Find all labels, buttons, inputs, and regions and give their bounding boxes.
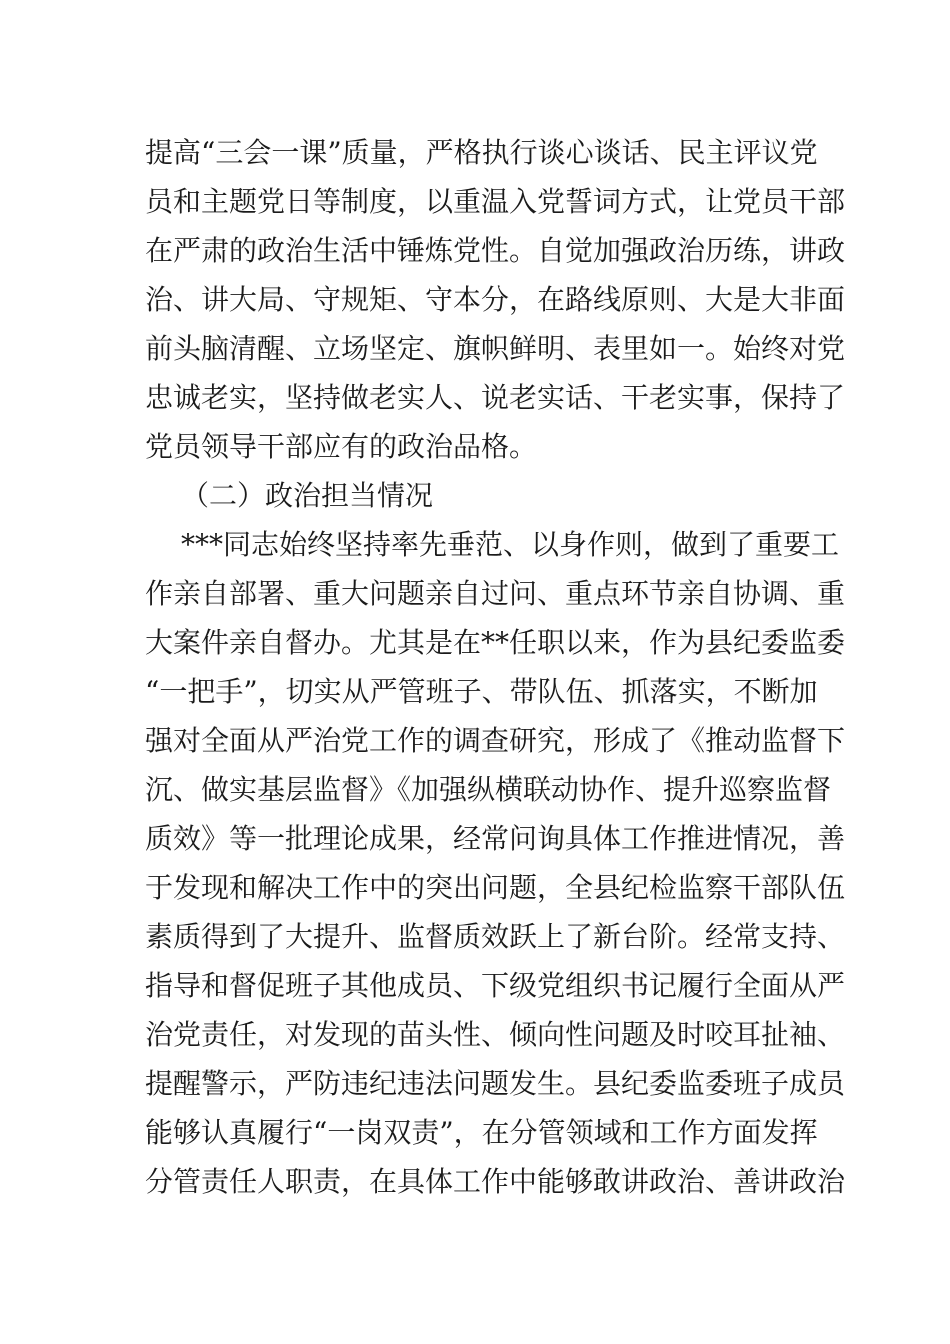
text-line: 忠诚老实，坚持做老实人、说老实话、干老实事，保持了 [145,381,846,414]
text-line: 党员领导干部应有的政治品格。 [145,430,538,463]
text-line: 能够认真履行“一岗双责”，在分管领域和工作方面发挥 [145,1116,818,1149]
text-line: 指导和督促班子其他成员、下级党组织书记履行全面从严 [145,969,846,1002]
text-line: 强对全面从严治党工作的调查研究，形成了《推动监督下 [145,724,846,757]
text-line: ***同志始终坚持率先垂范、以身作则，做到了重要工 [181,528,840,561]
text-line: “一把手”，切实从严管班子、带队伍、抓落实，不断加 [145,675,818,708]
text-line: 大案件亲自督办。尤其是在**任职以来，作为县纪委监委 [145,626,846,659]
document-body [145,128,846,1206]
section-heading: （二）政治担当情况 [181,479,434,512]
text-line: 素质得到了大提升、监督质效跃上了新台阶。经常支持、 [145,920,846,953]
text-line: 治、讲大局、守规矩、守本分，在路线原则、大是大非面 [145,283,846,316]
text-line: 在严肃的政治生活中锤炼党性。自觉加强政治历练，讲政 [145,234,846,267]
text-line: 分管责任人职责，在具体工作中能够敢讲政治、善讲政治 [145,1165,846,1198]
text-line: 提醒警示，严防违纪违法问题发生。县纪委监委班子成员 [145,1067,846,1100]
text-line: 前头脑清醒、立场坚定、旗帜鲜明、表里如一。始终对党 [145,332,846,365]
text-line: 质效》等一批理论成果，经常问询具体工作推进情况，善 [145,822,846,855]
text-line: 于发现和解决工作中的突出问题，全县纪检监察干部队伍 [145,871,846,904]
text-line: 治党责任，对发现的苗头性、倾向性问题及时咬耳扯袖、 [145,1018,846,1051]
text-line: 员和主题党日等制度，以重温入党誓词方式，让党员干部 [145,185,846,218]
text-line: 沉、做实基层监督》《加强纵横联动协作、提升巡察监督 [145,773,832,806]
text-line: 提高“三会一课”质量，严格执行谈心谈话、民主评议党 [145,136,818,169]
text-line: 作亲自部署、重大问题亲自过问、重点环节亲自协调、重 [145,577,846,610]
